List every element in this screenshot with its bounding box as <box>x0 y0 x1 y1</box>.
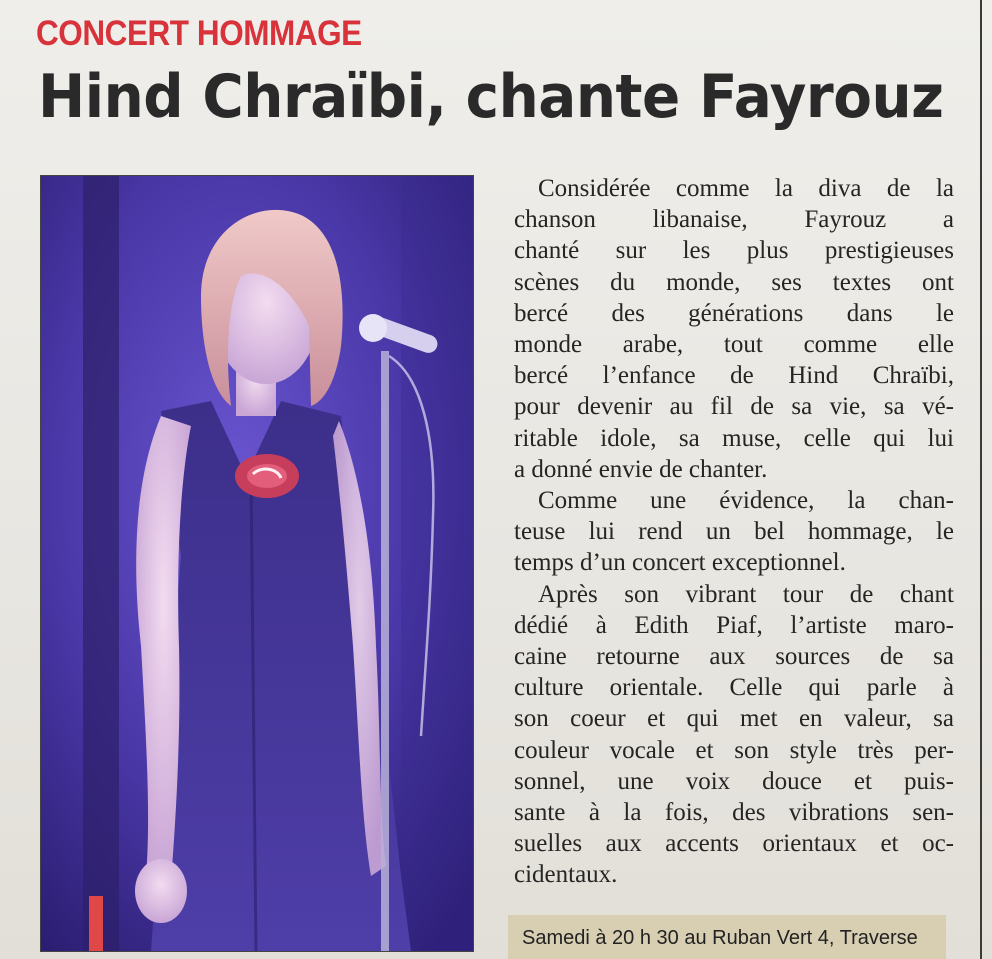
text-line: chanson libanaise, Fayrouz a <box>514 206 954 234</box>
text-line: scènes du monde, ses textes ont <box>514 268 954 296</box>
text-line: monde arabe, tout comme elle <box>514 331 954 359</box>
text-line: bercé des générations dans le <box>514 299 954 327</box>
text-line: Considérée comme la diva de la <box>538 175 954 202</box>
text-line: ritable idole, sa muse, celle qui lui <box>514 424 954 452</box>
text-line: temps d’un concert exceptionnel. <box>514 549 846 577</box>
section-kicker: CONCERT HOMMAGE <box>36 14 362 53</box>
text-line: son coeur et qui met en valeur, sa <box>514 705 954 733</box>
article-headline: Hind Chraïbi, chante Fayrouz <box>38 62 944 132</box>
singer-photo <box>40 175 474 952</box>
paragraph-1 <box>514 173 954 485</box>
paragraph-2 <box>514 485 954 579</box>
text-line: chanté sur les plus prestigieuses <box>514 237 954 265</box>
text-line: pour devenir au fil de sa vie, sa vé- <box>514 393 954 421</box>
text-line: Comme une évidence, la chan- <box>538 487 954 515</box>
text-line: culture orientale. Celle qui parle à <box>514 674 954 702</box>
text-line: caine retourne aux sources de sa <box>514 643 954 671</box>
text-line: suelles aux accents orientaux et oc- <box>514 830 954 858</box>
paragraph-3 <box>514 579 954 891</box>
text-line: sante à la fois, des vibrations sen- <box>514 799 954 827</box>
text-line: couleur vocale et son style très per- <box>514 736 954 764</box>
text-line: Après son vibrant tour de chant <box>538 580 954 608</box>
text-line: teuse lui rend un bel hommage, le <box>514 518 954 546</box>
event-info-box: Samedi à 20 h 30 au Ruban Vert 4, Traverse <box>508 915 946 959</box>
text-line: sonnel, une voix douce et puis- <box>514 767 954 795</box>
text-line: a donné envie de chanter. <box>514 455 768 483</box>
text-line: cidentaux. <box>514 861 618 889</box>
column-rule <box>980 0 982 959</box>
article-body <box>514 173 954 891</box>
text-line: dédié à Edith Piaf, l’artiste maro- <box>514 611 954 639</box>
text-line: bercé l’enfance de Hind Chraïbi, <box>514 362 954 390</box>
